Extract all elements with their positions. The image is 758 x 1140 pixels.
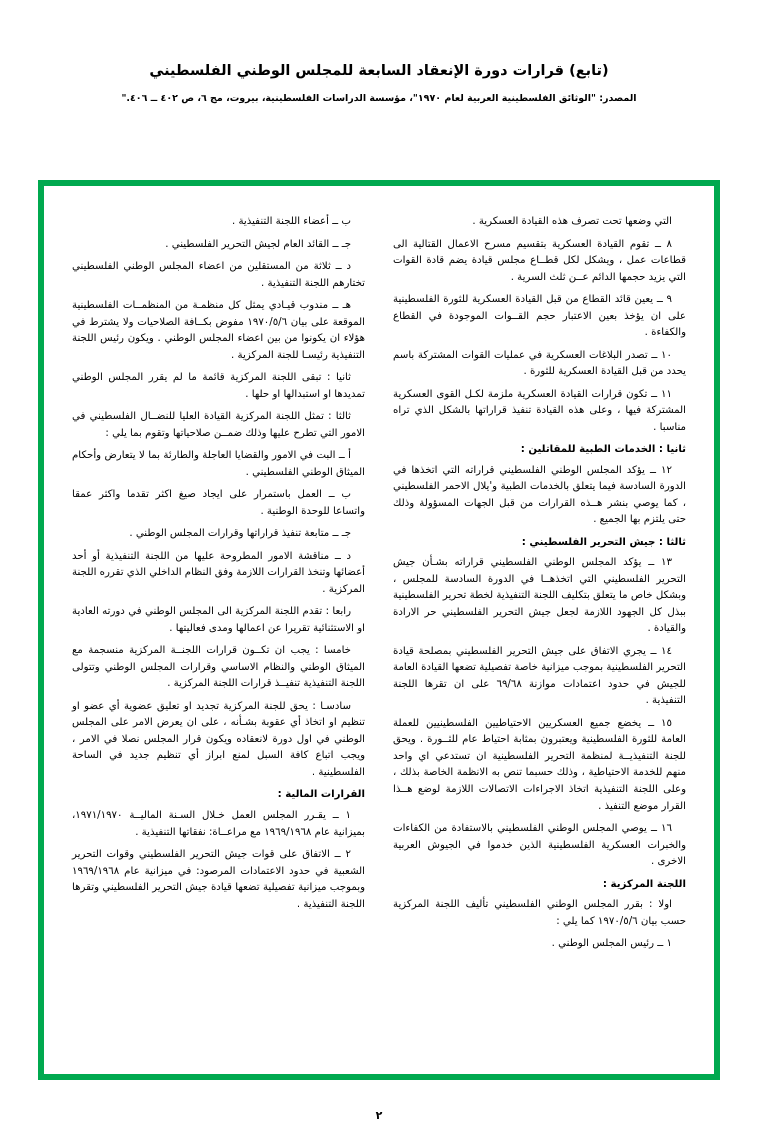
paragraph: جـ ــ القائد العام لجيش التحرير الفلسطيني . (165, 238, 351, 250)
paragraph: سادسـا : يحق للجنة المركزية تجديد او تعليق عضوية أي عضو او تنظيم او اتخاذ أي عقوبة بشـأنه ، على ان يعرض الامر على المجلس الوطني في اول دورة لانعقاده ويكون قرار المجلس نصلا في الامر ، ويجب اتباع كافة السبل لمنع ابراز أي تنظيم جديد في الساحة الفلسطينية . (72, 700, 365, 778)
paragraph: ١٦ ــ يوصي المجلس الوطني الفلسطيني بالاستفادة من الكفاءات والخبرات العسكرية الفلسطينية الذين خدموا في الجيوش العربية الاخرى . (393, 823, 686, 868)
paragraph: ١ ــ يقـرر المجلس العمل خـلال السـنة الماليــة ١٩٧١/١٩٧٠، بميزانية عام ١٩٦٩/١٩٦٨ مع مراعــاة: نفقاتها التنفيذية . (72, 809, 365, 838)
paragraph: خامسا : يجب ان تكــون قرارات اللجنــة المركزية منسجمة مع الميثاق الوطني والنظام الاساسي وقرارات المجلس الوطني وتتولى اللجنة التنفيذية تنفيــذ قرارات اللجنة المركزية . (72, 645, 365, 690)
paragraph: د ــ مناقشة الامور المطروحة عليها من اللجنة التنفيذية أو أحد أعضائها وتنخذ القرارات اللازمة وفق النظام الداخلي الذي تقرره اللجنة المركزية . (72, 550, 365, 595)
page-title: (تابع) قرارات دورة الإنعقاد السابعة للمجلس الوطني الفلسطيني (149, 63, 609, 79)
paragraph: ب ــ العمل باستمرار على ايجاد صيغ اكثر تقدما واكثر عمقا واتساعا للوحدة الوطنية . (72, 489, 365, 517)
content-frame (38, 180, 720, 1080)
paragraph: التي وضعها تحت تصرف هذه القيادة العسكرية . (472, 216, 672, 227)
paragraph: ١ ــ رئيس المجلس الوطني . (551, 938, 672, 950)
paragraph: ١٣ ــ يؤكد المجلس الوطني الفلسطيني قراراته بشـأن جيش التحرير الفلسطيني التي اتخذهــا في الدورة السادسة للمجلس ، وبشكل خاص ما يتعلق بتكليف اللجنة التنفيذية لخطة تحرير الفلسطينية ببذل كل الجهود اللازمة لجعل جيش التحرير الفلسطيني حر الارادة والقيادة . (393, 557, 686, 635)
page-number: ٢ (375, 1109, 383, 1122)
paragraph: ٨ ــ تقوم القيادة العسكرية بتقسيم مسرح الاعمال القتالية الى قطاعات عمل ، ويشكل لكل قطــاع مجلس قيادة يضم قادة القوات التي يزيد حجمها الدائم عــن ثلث السرية . (393, 238, 686, 283)
document-source: المصدر: "الوثائق الفلسطينية العربية لعام ١٩٧٠"، مؤسسة الدراسات الفلسطينية، بيروت، مج ٦، ص ٤٠٢ ــ ٤٠٦." (121, 92, 637, 104)
two-column-body (54, 196, 704, 1064)
paragraph: ١٥ ــ يخضع جميع العسكريين الاحتياطيين الفلسطينيين للعملة العامة للثورة الفلسطينية ويعتبرون بمثابة احتياط عام للثــورة . ويحق للجنة التنفيذيــة لمنظمة التحرير الفلسطينية ان تستدعي اي واحد منهم للخدمة الاحتياطية ، وذلك حسبما تنص به الانظمة الخاصة بذلك ، وعلى اللجنة التنفيذية اتخاذ الاجراءات الاتصالات اللازمة لوضع هــذا القرار موضع التنفيذ . (393, 717, 686, 812)
paragraph: ثالثا : تمثل اللجنة المركزية القيادة العليا للنضــال الفلسطيني في الامور التي تطرح عليها وذلك ضمــن صلاحياتها وتقوم بما يلي : (72, 411, 365, 439)
document-page (0, 62, 758, 1140)
paragraph: اولا : بقرر المجلس الوطني الفلسطيني تأليف اللجنة المركزية حسب بيان ١٩٧٠/٥/٦ كما يلي : (393, 899, 686, 927)
paragraph: رابعا : تقدم اللجنة المركزية الى المجلس الوطني في دورته العادية او الاستثنائية تقريرا عن اعمالها ومدى فعاليتها . (72, 606, 365, 634)
section-heading: ثالثا : جيش التحرير الفلسطيني : (521, 536, 686, 548)
paragraph: د ــ ثلاثة من المستقلين من اعضاء المجلس الوطني الفلسطيني تختارهم اللجنة التنفيذية . (72, 261, 365, 289)
paragraph: ٢ ــ الاتفاق على قوات جيش التحرير الفلسطيني وقوات التحرير الشعبية في حدود الاعتمادات المرصود: في ميزانية عام ١٩٦٩/١٩٦٨ وبموجب ميزانية تفصيلية تضعها قيادة جيش التحرير الفلسطيني وتقرها اللجنة التنفيذية . (72, 849, 365, 910)
paragraph: ١٤ ــ يجري الاتفاق على جيش التحرير الفلسطيني بمصلحة قيادة التحرير الفلسطينية بموجب ميزانية خاصة تفصيلية تضعها القيادة العامة للجيش في حدود اعتمادات موازنة ٦٩/٦٨ على ان تقرها اللجنة التنفيذية . (393, 645, 686, 707)
paragraph: هـ ــ مندوب قيـادي يمثل كل منظمـة من المنظمــات الفلسطينية الموقعة على بيان ١٩٧٠/٥/٦ مفوض بكــافة الصلاحيات ولا يشترط في هؤلاء ان يكونوا من بين اعضاء المجلس الوطني . ويكون رئيس اللجنة التنفيذية رئيسـا للجنة المركزية . (72, 300, 365, 361)
column-right (379, 214, 686, 1054)
paragraph: ١٢ ــ يؤكد المجلس الوطني الفلسطيني قراراته التي اتخذها في الدورة السادسة فيما يتعلق بالخدمات الطبية و'يلال الاحمر الفلسطيني ، كما يوصي بنشر هــذه القرارات من قبل الجهات المسؤولة وذلك حتى يلتزم بها الجميع . (393, 464, 686, 526)
paragraph: ١٠ ــ تصدر البلاغات العسكرية في عمليات القوات المشتركة باسم يحدد من قبل القيادة العسكرية للثورة . (393, 349, 686, 378)
section-heading: اللجنة المركزية : (602, 878, 686, 890)
paragraph: ب ــ أعضاء اللجنة التنفيذية . (231, 216, 351, 227)
section-heading: ثانيا : الخدمات الطبية للمقاتلين : (520, 444, 686, 456)
paragraph: أ ــ البت في الامور والقضايا العاجلة والطارئة بما لا يتعارض وأحكام الميثاق الوطني الفلسطيني . (72, 450, 365, 478)
column-left (72, 214, 379, 1054)
section-heading: القرارات المالية : (277, 789, 365, 801)
paragraph: ثانيا : تبقى اللجنة المركزية قائمة ما لم يقرر المجلس الوطني تمديدها او استبدالها او حلها . (72, 372, 365, 400)
paragraph: ١١ ــ تكون قرارات القيادة العسكرية ملزمة لكـل القوى العسكرية المشتركة فيها ، وعلى هذه القيادة تنفيذ قراراتها بالشكل الذي تراه مناسبا . (393, 388, 686, 433)
paragraph: ٩ ــ يعين قائد القطاع من قبل القيادة العسكرية للثورة الفلسطينية على ان يؤخذ بعين الاعتبار حجم القــوات الموجودة في القطاع والكفاءة . (393, 294, 686, 339)
paragraph: جـ ــ متابعة تنفيذ قراراتها وقرارات المجلس الوطني . (129, 528, 351, 540)
